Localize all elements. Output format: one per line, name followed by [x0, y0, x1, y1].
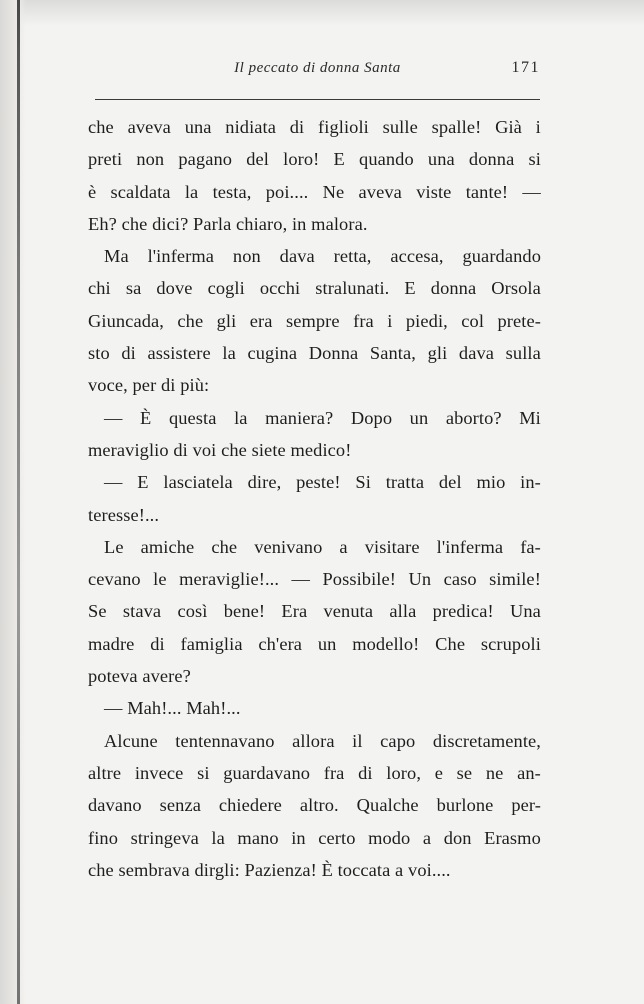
- text-line: meraviglio di voi che siete medico!: [88, 439, 352, 460]
- text-line: sto di assistere la cugina Donna Santa, gli dava sulla: [88, 343, 541, 364]
- text-line: fino stringeva la mano in certo modo a don Erasmo: [88, 827, 541, 848]
- text-line: Se stava così bene! Era venuta alla predica! Una: [88, 601, 541, 622]
- header-rule: [95, 99, 540, 100]
- text-line: poteva avere?: [88, 666, 191, 687]
- text-line: davano senza chiedere altro. Qualche burlone per-: [88, 795, 541, 816]
- text-line: voce, per di più:: [88, 375, 210, 396]
- text-line: Le amiche che venivano a visitare l'inferma fa-: [104, 536, 541, 557]
- text-line: che sembrava dirgli: Pazienza! È toccata a voi....: [88, 859, 451, 880]
- text-line: — È questa la maniera? Dopo un aborto? Mi: [104, 407, 541, 428]
- text-line: Ma l'inferma non dava retta, accesa, guardando: [104, 246, 541, 267]
- book-gutter-edge: [17, 0, 20, 1004]
- text-line: madre di famiglia ch'era un modello! Che scrupoli: [88, 633, 541, 654]
- text-line: Alcune tentennavano allora il capo discretamente,: [104, 730, 541, 751]
- text-line: preti non pagano del loro! E quando una donna si: [88, 149, 541, 170]
- text-line: Eh? che dici? Parla chiaro, in malora.: [88, 213, 368, 234]
- text-line: Giuncada, che gli era sempre fra i piedi, col prete-: [88, 310, 541, 331]
- text-line: — Mah!... Mah!...: [104, 698, 241, 719]
- page-number: 171: [511, 59, 540, 76]
- page-header: [95, 58, 540, 82]
- text-line: altre invece si guardavano fra di loro, e se ne an-: [88, 762, 541, 783]
- running-title: Il peccato di donna Santa: [234, 60, 401, 76]
- text-line: è scaldata la testa, poi.... Ne aveva viste tante! —: [88, 181, 541, 202]
- body-text: [88, 111, 541, 886]
- text-line: cevano le meraviglie!... — Possibile! Un caso simile!: [88, 569, 541, 590]
- text-line: — E lasciatela dire, peste! Si tratta del mio in-: [104, 472, 541, 493]
- text-line: chi sa dove cogli occhi stralunati. E donna Orsola: [88, 278, 541, 299]
- text-line: che aveva una nidiata di figlioli sulle spalle! Già i: [88, 117, 541, 137]
- scan-shadow-left: [0, 0, 26, 1004]
- text-line: teresse!...: [88, 504, 160, 525]
- scan-shadow-top: [0, 0, 644, 26]
